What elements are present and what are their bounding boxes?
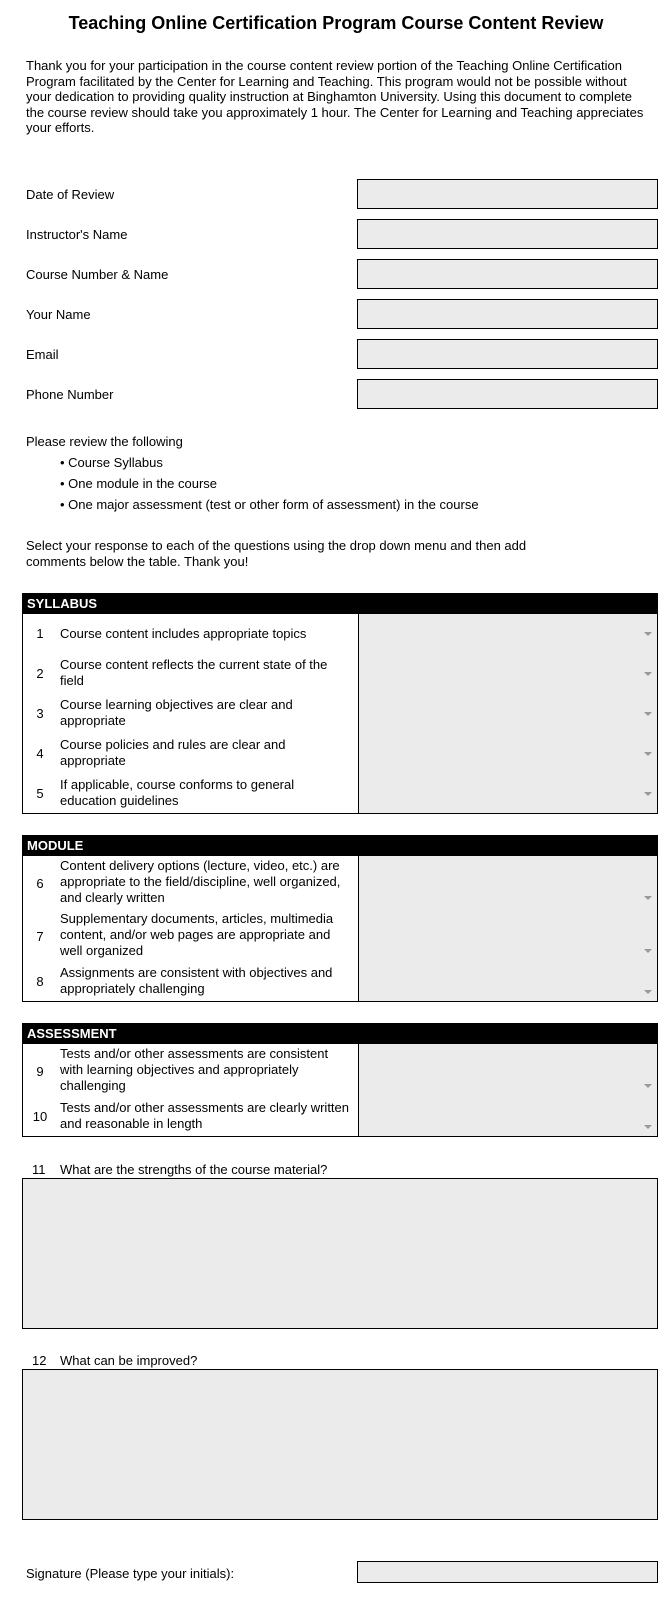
module-header: MODULE: [23, 836, 657, 856]
chevron-down-icon: [644, 1125, 652, 1129]
assessment-header: ASSESSMENT: [23, 1024, 657, 1044]
response-dropdown-7[interactable]: [359, 909, 657, 962]
intro-paragraph: Thank you for your participation in the course content review portion of the Teaching Online Certification Program facilitated by the Center for Learning and Teaching. This program would not be possible without your dedication to providing quality instruction at Binghamton University. Using this document to complete the course review should take you approximately 1 hour. The Center for Learning and Teaching appreciates your efforts.: [26, 58, 644, 136]
response-dropdown-3[interactable]: [359, 694, 657, 734]
phone-number-field[interactable]: [357, 379, 658, 409]
review-item-assessment: • One major assessment (test or other form of assessment) in the course: [60, 497, 479, 512]
question-text: Course policies and rules are clear and appropriate: [60, 737, 286, 768]
signature-label: Signature (Please type your initials):: [26, 1566, 235, 1581]
question-number: 2: [36, 666, 44, 681]
module-section: [22, 835, 658, 1002]
email-field[interactable]: [357, 339, 658, 369]
question-text: Course content includes appropriate topics: [60, 626, 307, 641]
question-row: [23, 909, 657, 962]
question-row: [23, 774, 657, 814]
your-name-label: Your Name: [26, 307, 91, 322]
question-row: [23, 614, 657, 654]
question-text: Course content reflects the current state of the field: [60, 657, 328, 688]
question-row: [23, 694, 657, 734]
question-text: Assignments are consistent with objectives and appropriately challenging: [60, 965, 333, 996]
question-number: 3: [36, 706, 44, 721]
email-label: Email: [26, 347, 59, 362]
question-row: [23, 856, 657, 909]
page-title: Teaching Online Certification Program Course Content Review: [68, 13, 604, 33]
course-number-name-label: Course Number & Name: [26, 267, 169, 282]
assessment-section: [22, 1023, 658, 1137]
question-number: 7: [36, 929, 44, 944]
question-number: 8: [36, 974, 44, 989]
strengths-textarea[interactable]: [22, 1178, 658, 1329]
question-text: Content delivery options (lecture, video, etc.) are appropriate to the field/discipline, well organized, and clearly written: [60, 858, 341, 905]
syllabus-header: SYLLABUS: [23, 594, 657, 614]
chevron-down-icon: [644, 990, 652, 994]
question-row: [23, 962, 657, 1002]
question-number: 10: [32, 1109, 48, 1124]
question-text: Tests and/or other assessments are consistent with learning objectives and appropriately challenging: [60, 1046, 329, 1093]
response-dropdown-5[interactable]: [359, 774, 657, 814]
question-number: 12: [32, 1353, 47, 1368]
improvements-textarea[interactable]: [22, 1369, 658, 1520]
signature-field[interactable]: [357, 1561, 658, 1583]
review-intro: Please review the following: [26, 434, 183, 449]
response-dropdown-6[interactable]: [359, 856, 657, 909]
response-dropdown-10[interactable]: [359, 1097, 657, 1137]
question-row: [23, 654, 657, 694]
response-dropdown-1[interactable]: [359, 614, 657, 654]
question-text: Supplementary documents, articles, multimedia content, and/or web pages are appropriate and well organized: [60, 911, 334, 958]
question-number: 11: [32, 1162, 46, 1177]
select-instructions: Select your response to each of the questions using the drop down menu and then add comments below the table. Thank you!: [26, 538, 527, 569]
question-row: [23, 1097, 657, 1137]
syllabus-section: [22, 593, 658, 814]
chevron-down-icon: [644, 632, 652, 636]
your-name-field[interactable]: [357, 299, 658, 329]
strengths-question: What are the strengths of the course material?: [60, 1162, 328, 1177]
chevron-down-icon: [644, 949, 652, 953]
question-number: 4: [36, 746, 44, 761]
response-dropdown-8[interactable]: [359, 962, 657, 1002]
question-number: 5: [36, 786, 44, 801]
chevron-down-icon: [644, 752, 652, 756]
review-item-syllabus: • Course Syllabus: [60, 455, 163, 470]
phone-number-label: Phone Number: [26, 387, 114, 402]
instructor-name-field[interactable]: [357, 219, 658, 249]
improvements-question: What can be improved?: [60, 1353, 198, 1368]
response-dropdown-9[interactable]: [359, 1044, 657, 1097]
question-number: 6: [36, 876, 44, 891]
response-dropdown-4[interactable]: [359, 734, 657, 774]
date-of-review-field[interactable]: [357, 179, 658, 209]
date-of-review-label: Date of Review: [26, 187, 115, 202]
chevron-down-icon: [644, 1084, 652, 1088]
chevron-down-icon: [644, 672, 652, 676]
question-text: Course learning objectives are clear and appropriate: [60, 697, 293, 728]
question-row: [23, 734, 657, 774]
chevron-down-icon: [644, 712, 652, 716]
question-number: 9: [36, 1064, 44, 1079]
question-text: If applicable, course conforms to general education guidelines: [60, 777, 295, 808]
instructor-name-label: Instructor's Name: [26, 227, 128, 242]
chevron-down-icon: [644, 896, 652, 900]
question-row: [23, 1044, 657, 1097]
chevron-down-icon: [644, 792, 652, 796]
question-text: Tests and/or other assessments are clearly written and reasonable in length: [60, 1100, 350, 1131]
review-item-module: • One module in the course: [60, 476, 218, 491]
course-number-name-field[interactable]: [357, 259, 658, 289]
question-number: 1: [36, 626, 44, 641]
response-dropdown-2[interactable]: [359, 654, 657, 694]
